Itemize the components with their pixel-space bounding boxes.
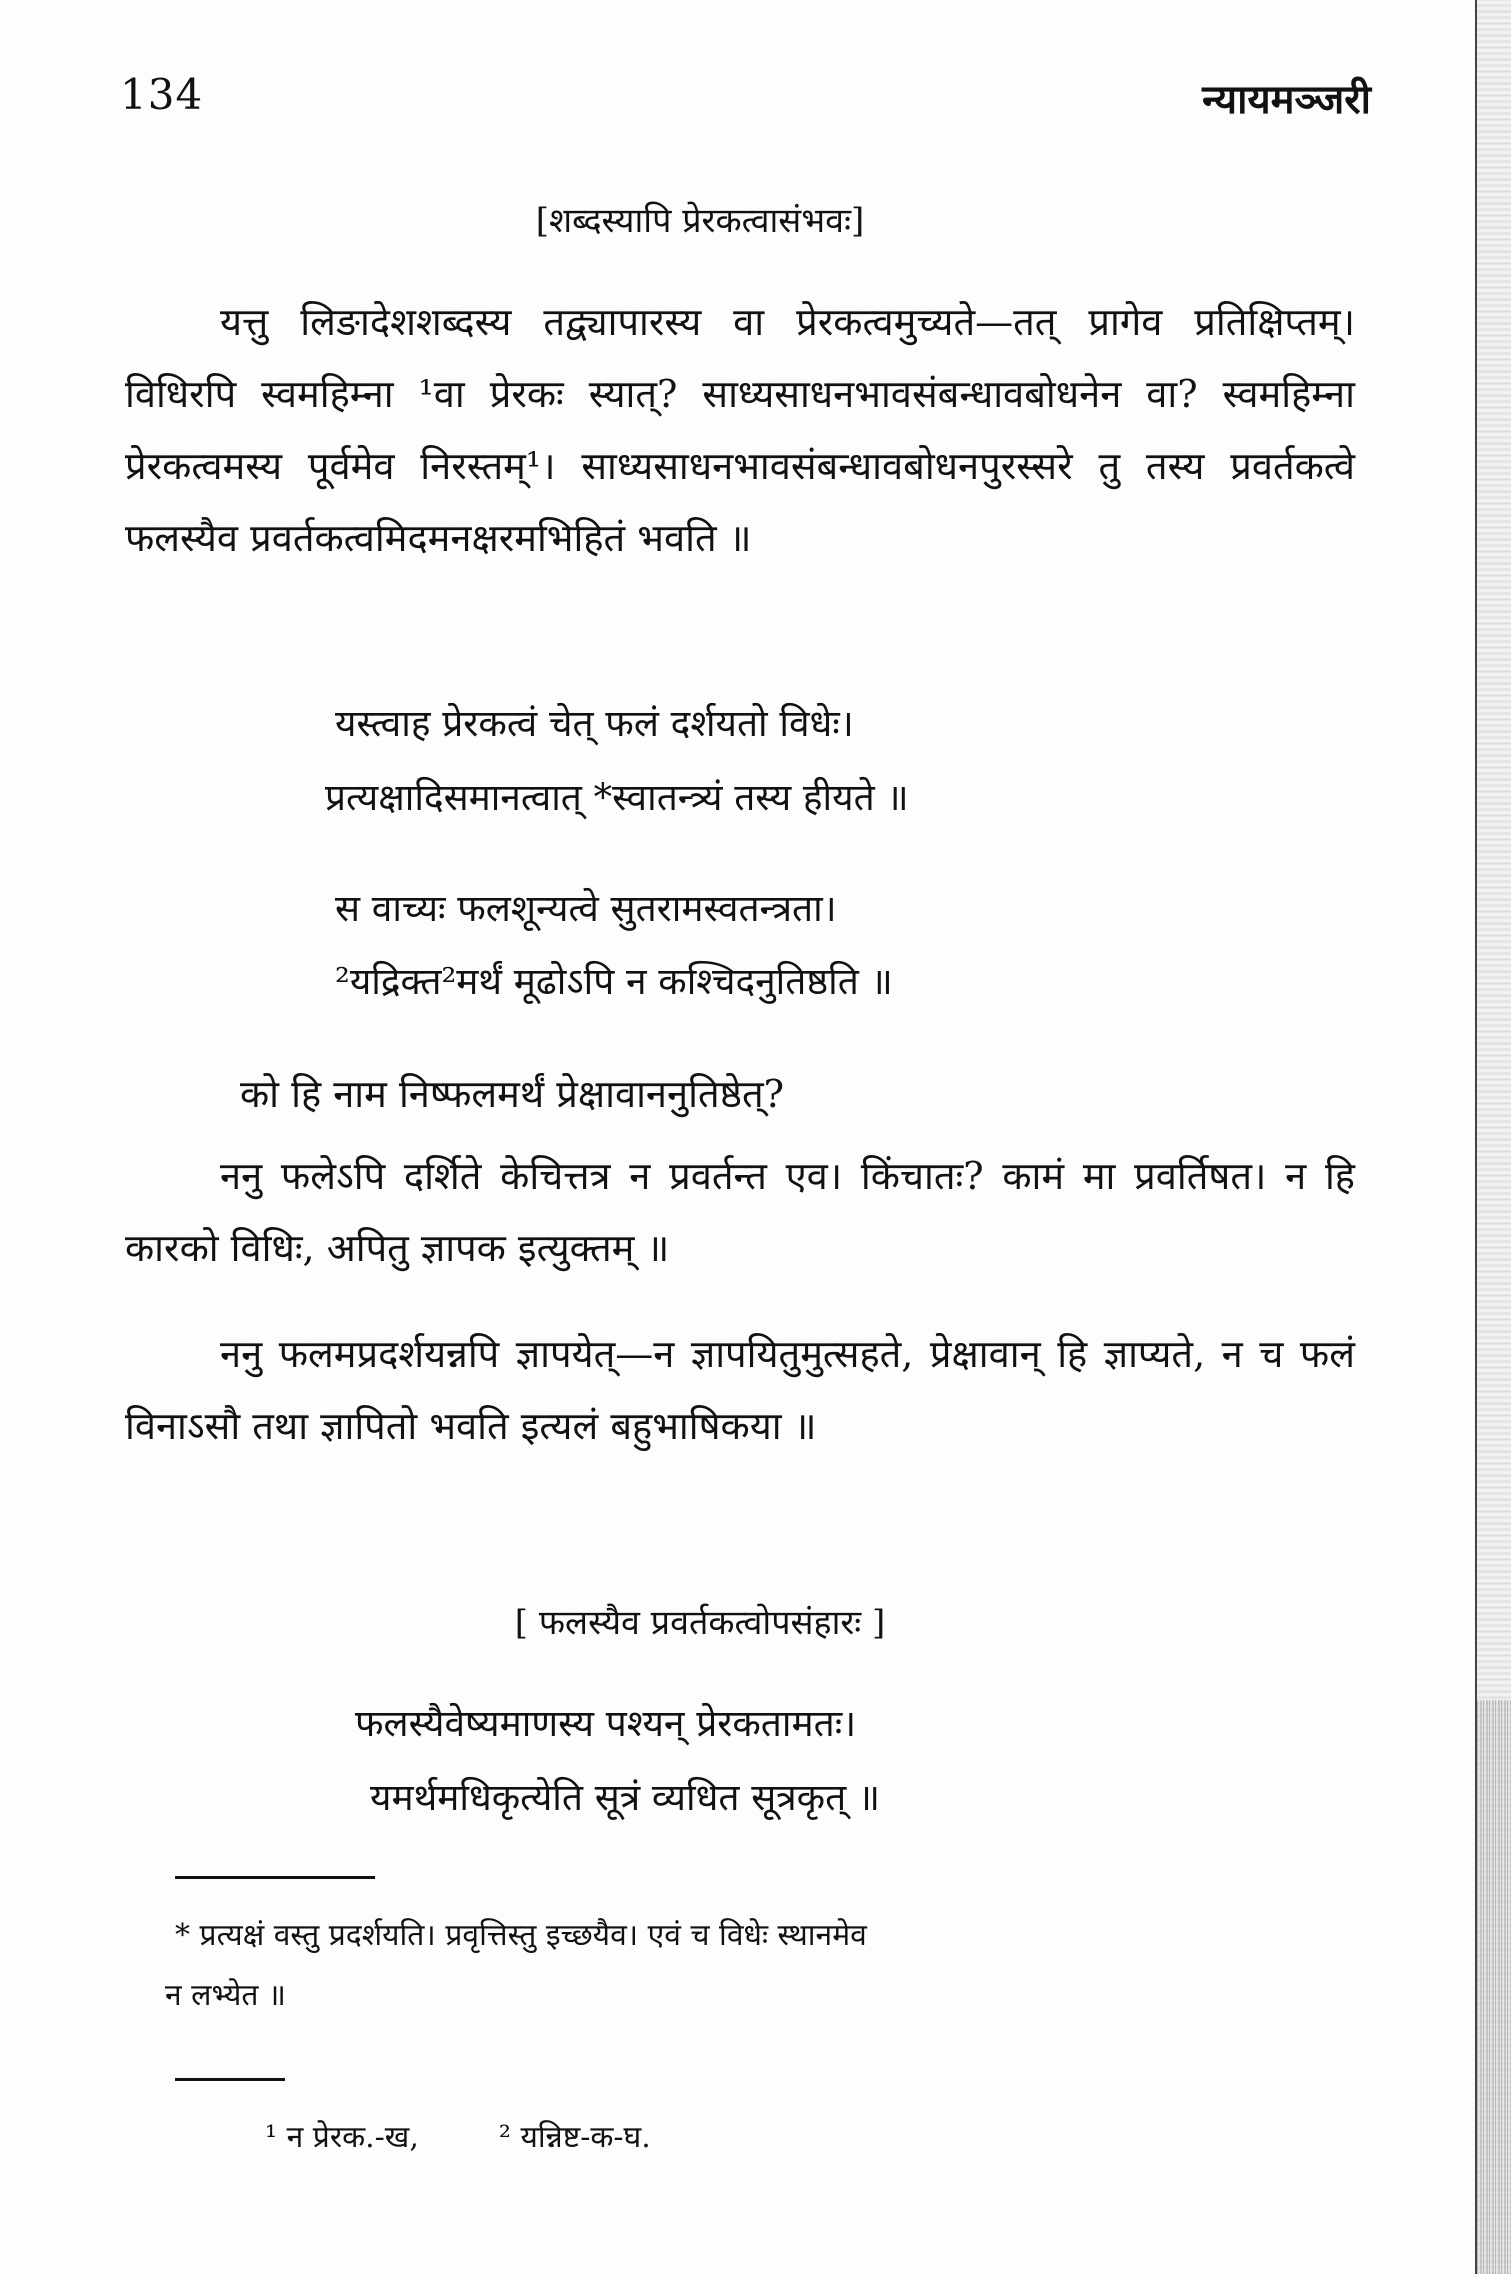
- variant-reading-1: ¹ न प्रेरक.-ख,: [265, 2120, 419, 2155]
- page-edge-shadow: [1477, 1700, 1511, 2274]
- body-paragraph-1-text: यत्तु लिङादेशशब्दस्य तद्व्यापारस्य वा प्रेरकत्वमुच्यते—तत् प्रागेव प्रतिक्षिप्तम्। विधिरपि स्वमहिम्ना ¹वा प्रेरकः स्यात्? साध्यसाधनभावसंबन्धावबोधनेन वा? स्वमहिम्ना प्रेरकत्वमस्य पूर्वमेव निरस्तम्¹। साध्यसाधनभावसंबन्धावबोधनपुरस्सरे तु तस्य प्रवर्तकत्वे फलस्यैव प्रवर्तकत्वमिदमनक्षरमभिहितं भवति ॥: [125, 300, 1355, 560]
- footnote-divider-1: [175, 1876, 375, 1879]
- body-paragraph-1: [125, 286, 1355, 574]
- verse-1-line-b: प्रत्यक्षादिसमानत्वात् *स्वातन्त्र्यं तस्य हीयते ॥: [325, 776, 909, 819]
- body-paragraph-3: [125, 1318, 1355, 1462]
- section-heading-2: [ फलस्यैव प्रवर्तकत्वोपसंहारः ]: [514, 1603, 886, 1643]
- footnote-star-line-1: * प्रत्यक्षं वस्तु प्रदर्शयति। प्रवृत्तिस्तु इच्छयैव। एवं च विधेः स्थानमेव: [175, 1918, 867, 1953]
- body-paragraph-3-text: ननु फलमप्रदर्शयन्नपि ज्ञापयेत्—न ज्ञापयितुमुत्सहते, प्रेक्षावान् हि ज्ञाप्यते, न च फलं विनाऽसौ तथा ज्ञापितो भवति इत्यलं बहुभाषिकया ॥: [125, 1332, 1355, 1448]
- verse-2-line-b: ²यद्रिक्त²मर्थं मूढोऽपि न कश्चिदनुतिष्ठति ॥: [335, 960, 893, 1003]
- variant-readings: [265, 2115, 651, 2156]
- body-paragraph-2-text: ननु फलेऽपि दर्शिते केचित्तत्र न प्रवर्तन्त एव। किंचातः? कामं मा प्रवर्तिषत। न हि कारको विधिः, अपितु ज्ञापक इत्युक्तम् ॥: [125, 1154, 1355, 1270]
- verse-2-line-a: स वाच्यः फलशून्यत्वे सुतरामस्वतन्त्रता।: [335, 887, 837, 930]
- verse-3-line-b: यमर्थमधिकृत्येति सूत्रं व्यधित सूत्रकृत् ॥: [370, 1776, 881, 1819]
- variant-reading-2: ² यन्निष्ट-क-घ.: [498, 2120, 651, 2155]
- footnote-divider-2: [175, 2078, 285, 2081]
- section-heading-1: [शब्दस्यापि प्रेरकत्वासंभवः]: [535, 201, 865, 241]
- verse-3-line-a: फलस्यैवेष्यमाणस्य पश्यन् प्रेरकतामतः।: [355, 1702, 857, 1745]
- footnote-star-line-2: न लभ्येत ॥: [165, 1978, 287, 2013]
- body-paragraph-2: [125, 1140, 1355, 1284]
- footnote-star: [165, 1906, 1375, 2026]
- question-line: को हि नाम निष्फलमर्थं प्रेक्षावाननुतिष्ठेत्?: [240, 1072, 785, 1116]
- verse-1-line-a: यस्त्वाह प्रेरकत्वं चेत् फलं दर्शयतो विधेः।: [335, 702, 854, 745]
- running-header-title: न्यायमञ्जरी: [1202, 76, 1371, 123]
- page-number: 134: [120, 70, 204, 119]
